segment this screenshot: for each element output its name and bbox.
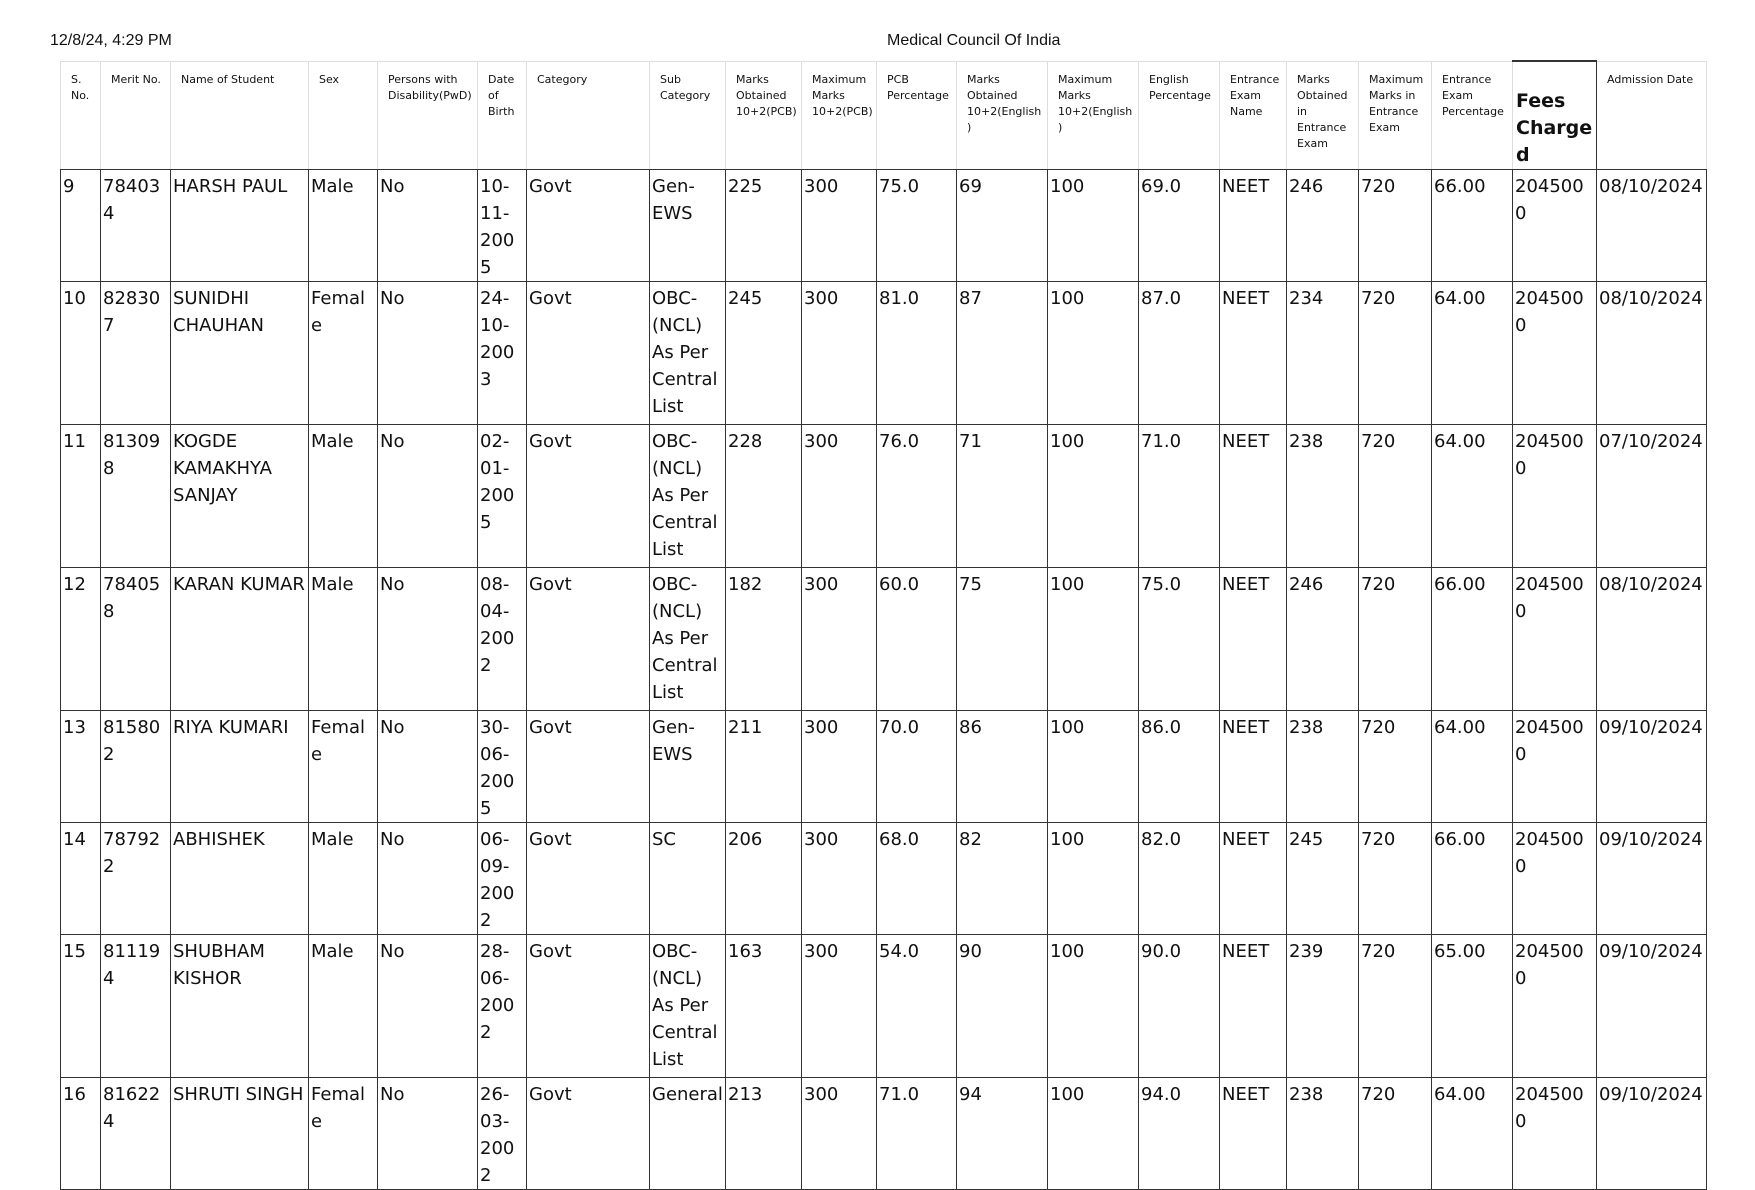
table-cell: 2045000 xyxy=(1513,282,1597,425)
table-cell: 71.0 xyxy=(877,1078,957,1190)
table-cell: Govt xyxy=(527,170,650,282)
table-row xyxy=(61,1078,1707,1190)
table-cell: 720 xyxy=(1359,425,1432,568)
table-cell: NEET xyxy=(1220,170,1287,282)
table-cell: 300 xyxy=(802,1078,877,1190)
table-cell: 02-01-2005 xyxy=(478,425,527,568)
table-cell: 08/10/2024 xyxy=(1597,568,1707,711)
column-header: Marks Obtained 10+2(PCB) xyxy=(726,61,802,170)
table-cell: 100 xyxy=(1048,425,1139,568)
table-cell: 14 xyxy=(61,823,101,935)
table-cell: 68.0 xyxy=(877,823,957,935)
table-cell: 69 xyxy=(957,170,1048,282)
table-cell: 720 xyxy=(1359,935,1432,1078)
table-cell: 238 xyxy=(1287,1078,1359,1190)
table-cell: Male xyxy=(309,568,378,711)
table-cell: 245 xyxy=(1287,823,1359,935)
table-cell: 300 xyxy=(802,935,877,1078)
table-cell: 70.0 xyxy=(877,711,957,823)
table-cell: 720 xyxy=(1359,1078,1432,1190)
table-cell: RIYA KUMARI xyxy=(171,711,309,823)
table-cell: 238 xyxy=(1287,711,1359,823)
table-cell: 234 xyxy=(1287,282,1359,425)
table-cell: 09/10/2024 xyxy=(1597,711,1707,823)
column-header: Maximum Marks in Entrance Exam xyxy=(1359,61,1432,170)
table-cell: NEET xyxy=(1220,425,1287,568)
table-cell: 211 xyxy=(726,711,802,823)
table-cell: 69.0 xyxy=(1139,170,1220,282)
table-cell: Govt xyxy=(527,935,650,1078)
table-cell: 246 xyxy=(1287,568,1359,711)
table-cell: 11 xyxy=(61,425,101,568)
column-header: PCB Percentage xyxy=(877,61,957,170)
table-cell: Govt xyxy=(527,711,650,823)
table-cell: Male xyxy=(309,823,378,935)
table-cell: 2045000 xyxy=(1513,823,1597,935)
table-cell: 228 xyxy=(726,425,802,568)
table-cell: 225 xyxy=(726,170,802,282)
table-cell: 213 xyxy=(726,1078,802,1190)
table-cell: OBC-(NCL) As Per Central List xyxy=(650,282,726,425)
table-row xyxy=(61,711,1707,823)
column-header: Entrance Exam Name xyxy=(1220,61,1287,170)
table-cell: Govt xyxy=(527,568,650,711)
column-header-fees: Fees Charged xyxy=(1513,61,1597,170)
table-cell: 720 xyxy=(1359,823,1432,935)
table-cell: 100 xyxy=(1048,282,1139,425)
table-cell: 238 xyxy=(1287,425,1359,568)
print-datetime: 12/8/24, 4:29 PM xyxy=(50,32,172,49)
table-cell: No xyxy=(378,935,478,1078)
table-cell: 246 xyxy=(1287,170,1359,282)
table-cell: NEET xyxy=(1220,1078,1287,1190)
table-cell: No xyxy=(378,170,478,282)
table-cell: 10 xyxy=(61,282,101,425)
table-cell: 811194 xyxy=(101,935,171,1078)
table-row xyxy=(61,935,1707,1078)
column-header: Entrance Exam Percentage xyxy=(1432,61,1513,170)
table-cell: Govt xyxy=(527,823,650,935)
table-cell: 300 xyxy=(802,568,877,711)
table-cell: 206 xyxy=(726,823,802,935)
page-title: Medical Council Of India xyxy=(887,32,1061,49)
column-header: Admission Date xyxy=(1597,61,1707,170)
table-cell: 09/10/2024 xyxy=(1597,1078,1707,1190)
table-row xyxy=(61,425,1707,568)
table-cell: 75.0 xyxy=(1139,568,1220,711)
table-cell: 2045000 xyxy=(1513,170,1597,282)
table-cell: Govt xyxy=(527,282,650,425)
table-cell: Male xyxy=(309,170,378,282)
table-cell: Govt xyxy=(527,1078,650,1190)
table-cell: 182 xyxy=(726,568,802,711)
table-cell: 07/10/2024 xyxy=(1597,425,1707,568)
table-cell: 87.0 xyxy=(1139,282,1220,425)
table-cell: 100 xyxy=(1048,823,1139,935)
table-cell: General xyxy=(650,1078,726,1190)
table-cell: 76.0 xyxy=(877,425,957,568)
table-cell: 828307 xyxy=(101,282,171,425)
admissions-table xyxy=(60,60,1707,1190)
table-cell: OBC-(NCL) As Per Central List xyxy=(650,935,726,1078)
table-cell: NEET xyxy=(1220,568,1287,711)
table-body xyxy=(61,170,1707,1190)
column-header: Merit No. xyxy=(101,61,171,170)
table-cell: 9 xyxy=(61,170,101,282)
table-cell: 08-04-2002 xyxy=(478,568,527,711)
table-cell: 24-10-2003 xyxy=(478,282,527,425)
table-cell: 300 xyxy=(802,170,877,282)
table-row xyxy=(61,282,1707,425)
table-cell: 86 xyxy=(957,711,1048,823)
table-cell: Female xyxy=(309,711,378,823)
table-cell: 08/10/2024 xyxy=(1597,282,1707,425)
table-cell: 2045000 xyxy=(1513,425,1597,568)
table-cell: 300 xyxy=(802,282,877,425)
table-cell: 2045000 xyxy=(1513,711,1597,823)
table-cell: 100 xyxy=(1048,568,1139,711)
table-cell: Gen-EWS xyxy=(650,170,726,282)
table-cell: 82 xyxy=(957,823,1048,935)
table-cell: Female xyxy=(309,282,378,425)
table-cell: 10-11-2005 xyxy=(478,170,527,282)
table-row xyxy=(61,568,1707,711)
table-cell: 82.0 xyxy=(1139,823,1220,935)
column-header: Name of Student xyxy=(171,61,309,170)
table-cell: 87 xyxy=(957,282,1048,425)
table-cell: NEET xyxy=(1220,823,1287,935)
column-header: English Percentage xyxy=(1139,61,1220,170)
column-header: Marks Obtained 10+2(English) xyxy=(957,61,1048,170)
table-cell: Govt xyxy=(527,425,650,568)
table-cell: 30-06-2005 xyxy=(478,711,527,823)
table-cell: 71 xyxy=(957,425,1048,568)
table-cell: 66.00 xyxy=(1432,568,1513,711)
table-cell: 09/10/2024 xyxy=(1597,823,1707,935)
column-header: Category xyxy=(527,61,650,170)
table-cell: Male xyxy=(309,425,378,568)
table-cell: 75.0 xyxy=(877,170,957,282)
table-cell: 06-09-2002 xyxy=(478,823,527,935)
table-cell: 13 xyxy=(61,711,101,823)
table-cell: 239 xyxy=(1287,935,1359,1078)
table-cell: OBC-(NCL) As Per Central List xyxy=(650,425,726,568)
table-cell: 64.00 xyxy=(1432,282,1513,425)
table-cell: No xyxy=(378,568,478,711)
table-cell: SUNIDHI CHAUHAN xyxy=(171,282,309,425)
column-header: Marks Obtained in Entrance Exam xyxy=(1287,61,1359,170)
table-cell: 16 xyxy=(61,1078,101,1190)
table-cell: ABHISHEK xyxy=(171,823,309,935)
table-cell: 720 xyxy=(1359,711,1432,823)
table-cell: 784034 xyxy=(101,170,171,282)
table-cell: No xyxy=(378,282,478,425)
table-cell: 90.0 xyxy=(1139,935,1220,1078)
table-cell: 54.0 xyxy=(877,935,957,1078)
table-cell: 2045000 xyxy=(1513,1078,1597,1190)
table-cell: 100 xyxy=(1048,170,1139,282)
table-cell: 815802 xyxy=(101,711,171,823)
table-cell: 66.00 xyxy=(1432,170,1513,282)
table-cell: SC xyxy=(650,823,726,935)
table-cell: No xyxy=(378,1078,478,1190)
table-cell: 86.0 xyxy=(1139,711,1220,823)
table-cell: 94 xyxy=(957,1078,1048,1190)
table-cell: 71.0 xyxy=(1139,425,1220,568)
table-cell: 720 xyxy=(1359,170,1432,282)
table-cell: 816224 xyxy=(101,1078,171,1190)
table-cell: 245 xyxy=(726,282,802,425)
table-cell: 66.00 xyxy=(1432,823,1513,935)
table-cell: KOGDE KAMAKHYA SANJAY xyxy=(171,425,309,568)
table-cell: NEET xyxy=(1220,935,1287,1078)
table-cell: 08/10/2024 xyxy=(1597,170,1707,282)
table-cell: 94.0 xyxy=(1139,1078,1220,1190)
table-cell: No xyxy=(378,425,478,568)
table-cell: Gen-EWS xyxy=(650,711,726,823)
table-cell: 09/10/2024 xyxy=(1597,935,1707,1078)
table-cell: 64.00 xyxy=(1432,1078,1513,1190)
table-cell: 60.0 xyxy=(877,568,957,711)
table-cell: NEET xyxy=(1220,711,1287,823)
table-cell: 787922 xyxy=(101,823,171,935)
table-cell: 2045000 xyxy=(1513,568,1597,711)
table-cell: 90 xyxy=(957,935,1048,1078)
table-cell: 100 xyxy=(1048,1078,1139,1190)
table-cell: HARSH PAUL xyxy=(171,170,309,282)
table-cell: 65.00 xyxy=(1432,935,1513,1078)
table-header-row xyxy=(61,61,1707,170)
table-cell: 2045000 xyxy=(1513,935,1597,1078)
table-cell: SHRUTI SINGH xyxy=(171,1078,309,1190)
table-row xyxy=(61,170,1707,282)
table-row xyxy=(61,823,1707,935)
column-header: Maximum Marks 10+2(PCB) xyxy=(802,61,877,170)
table-cell: 75 xyxy=(957,568,1048,711)
table-cell: 300 xyxy=(802,711,877,823)
table-cell: 163 xyxy=(726,935,802,1078)
table-cell: 720 xyxy=(1359,568,1432,711)
table-cell: No xyxy=(378,823,478,935)
table-cell: 100 xyxy=(1048,711,1139,823)
table-cell: 64.00 xyxy=(1432,425,1513,568)
table-cell: OBC-(NCL) As Per Central List xyxy=(650,568,726,711)
table-cell: No xyxy=(378,711,478,823)
column-header: Sex xyxy=(309,61,378,170)
table-cell: 100 xyxy=(1048,935,1139,1078)
column-header: Sub Category xyxy=(650,61,726,170)
column-header: Date of Birth xyxy=(478,61,527,170)
admissions-table-container xyxy=(60,60,1706,1186)
table-cell: 813098 xyxy=(101,425,171,568)
table-cell: 300 xyxy=(802,425,877,568)
table-cell: 720 xyxy=(1359,282,1432,425)
table-cell: 28-06-2002 xyxy=(478,935,527,1078)
table-cell: 784058 xyxy=(101,568,171,711)
table-cell: KARAN KUMAR xyxy=(171,568,309,711)
table-cell: 64.00 xyxy=(1432,711,1513,823)
column-header: Maximum Marks 10+2(English) xyxy=(1048,61,1139,170)
column-header: S. No. xyxy=(61,61,101,170)
table-cell: Male xyxy=(309,935,378,1078)
table-cell: 300 xyxy=(802,823,877,935)
table-cell: 26-03-2002 xyxy=(478,1078,527,1190)
column-header: Persons with Disability(PwD) xyxy=(378,61,478,170)
table-cell: 12 xyxy=(61,568,101,711)
table-cell: 15 xyxy=(61,935,101,1078)
table-cell: SHUBHAM KISHOR xyxy=(171,935,309,1078)
table-cell: 81.0 xyxy=(877,282,957,425)
table-cell: NEET xyxy=(1220,282,1287,425)
table-cell: Female xyxy=(309,1078,378,1190)
